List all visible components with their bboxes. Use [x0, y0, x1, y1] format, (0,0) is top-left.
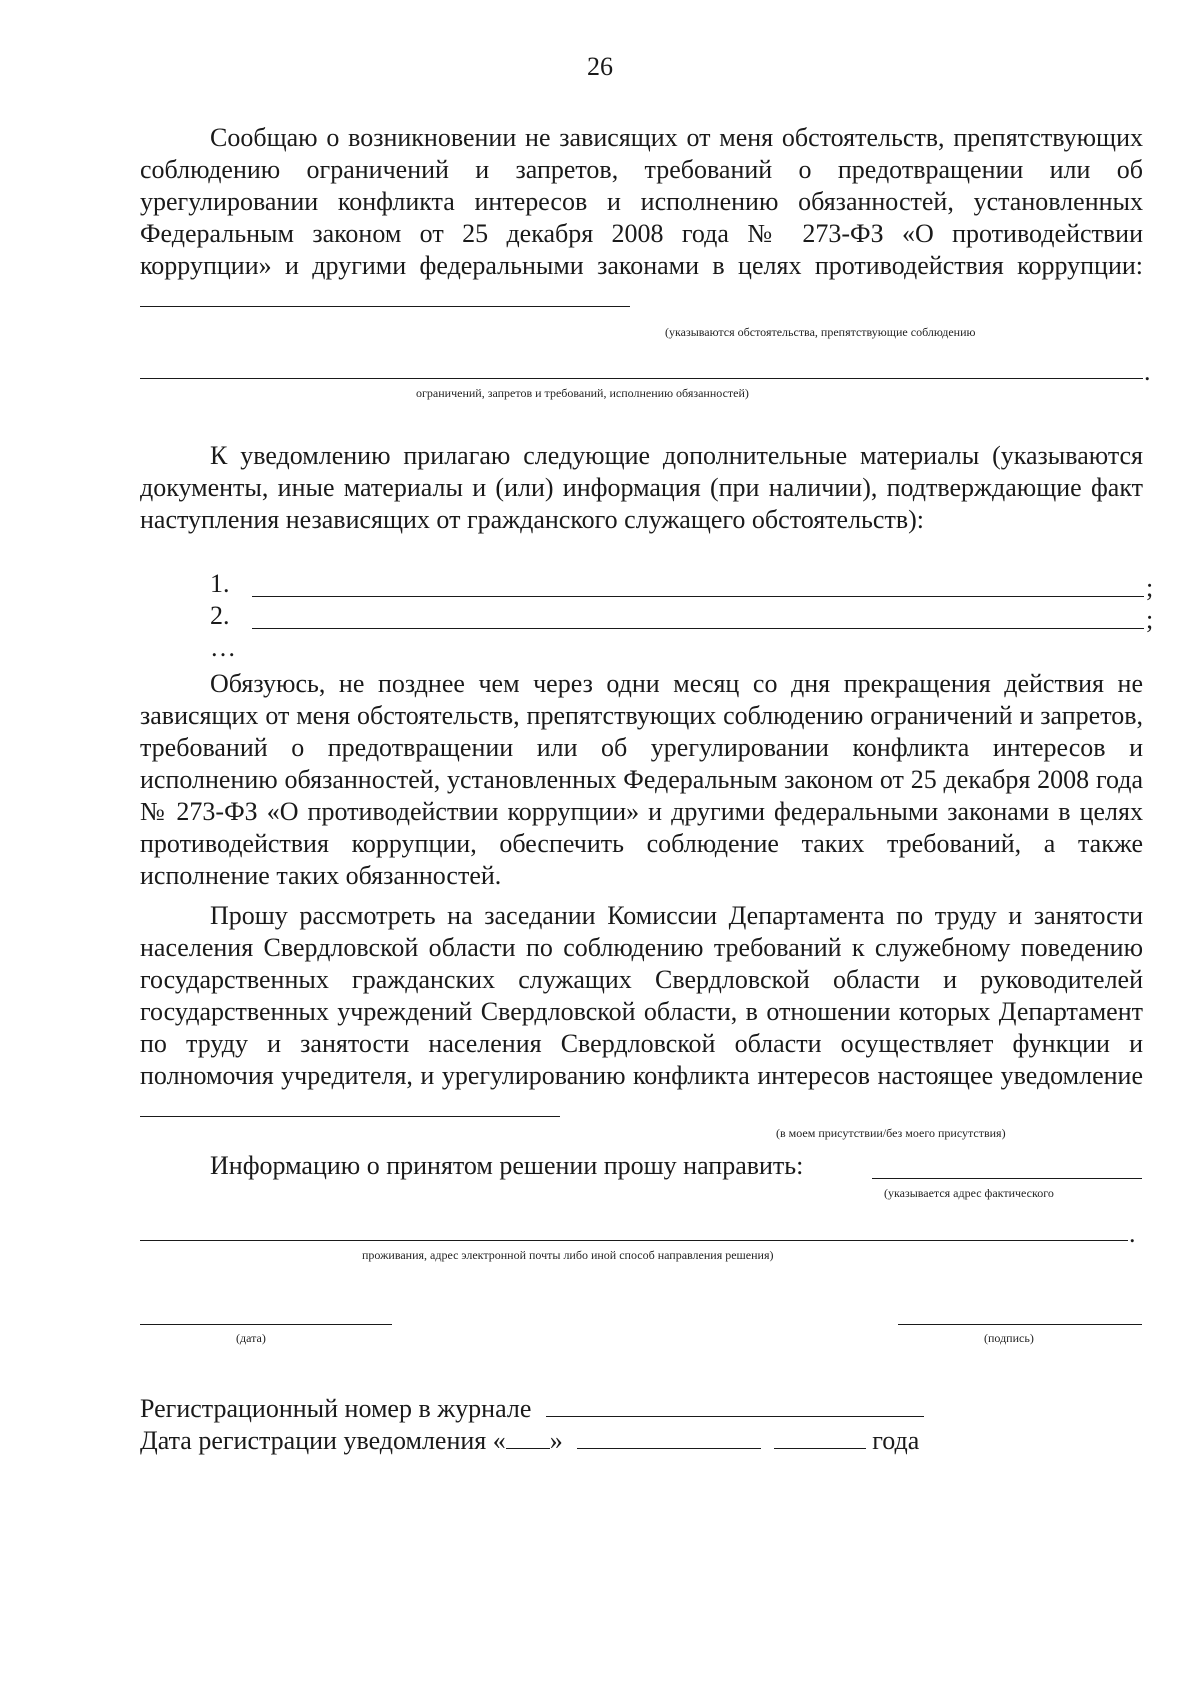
attachment-item-1	[210, 568, 230, 600]
attachment-item-1-line[interactable]	[252, 596, 1144, 597]
signature-fill-line[interactable]	[898, 1324, 1142, 1325]
paragraph-request-text: Прошу рассмотреть на заседании Комиссии Департамента по труду и занятости населения Свердловской области по соблюдению требований к служебному поведению государственных гражданских служащих Свердловской области и руководителей государственных учреждений Свердловской области, в отношении которых Департамент по труду и занятости населения Свердловской области осуществляет функции и полномочия учредителя, и урегулированию конфликта интересов настоящее уведомление	[140, 901, 1143, 1090]
registration-year-word: года	[872, 1426, 920, 1455]
paragraph-circumstances	[140, 122, 1143, 315]
decision-delivery-hint-1: (указывается адрес фактического	[884, 1186, 1054, 1200]
attachment-item-2-semicolon: ;	[1146, 605, 1154, 634]
decision-delivery-fill-line-2[interactable]	[140, 1240, 1128, 1241]
date-fill-line[interactable]	[140, 1324, 392, 1325]
decision-delivery-row	[210, 1150, 803, 1182]
presence-hint: (в моем присутствии/без моего присутствия)	[776, 1126, 1006, 1140]
circumstances-period: .	[1144, 357, 1151, 386]
paragraph-circumstances-text: Сообщаю о возникновении не зависящих от меня обстоятельств, препятствующих соблюдению ограничений и запретов, требований о предотвращении или об урегулировании конфликта интересов и исполнению обязанностей, установленных Федеральным законом от 25 декабря 2008 года № 273-ФЗ «О противодействии коррупции» и другими федеральными законами в целях противодействия коррупции:	[140, 123, 1143, 280]
circumstances-fill-line-2[interactable]	[140, 378, 1143, 379]
circumstances-fill-line-1[interactable]	[140, 282, 630, 307]
circumstances-hint-1: (указываются обстоятельства, препятствующие соблюдению	[665, 325, 976, 339]
registration-date-label: Дата регистрации уведомления «	[140, 1426, 506, 1455]
attachment-item-1-semicolon: ;	[1146, 573, 1154, 602]
paragraph-attachments: К уведомлению прилагаю следующие дополнительные материалы (указываются документы, иные материалы и (или) информация (при наличии), подтверждающие факт наступления независящих от гражданского служащего обстоятельств):	[140, 441, 1143, 534]
attachment-item-1-number: 1.	[210, 569, 230, 598]
attachment-item-2-line[interactable]	[252, 628, 1144, 629]
decision-delivery-label: Информацию о принятом решении прошу направить:	[210, 1151, 804, 1180]
registration-number-row	[140, 1392, 924, 1425]
registration-day-fill-line[interactable]	[506, 1424, 550, 1449]
registration-date-close-quote: »	[549, 1426, 563, 1455]
decision-delivery-period: .	[1129, 1219, 1136, 1248]
decision-delivery-hint-2: проживания, адрес электронной почты либо иной способ направления решения)	[362, 1248, 774, 1262]
paragraph-request	[140, 900, 1143, 1125]
attachment-item-2-number: 2.	[210, 601, 230, 630]
registration-number-fill-line[interactable]	[546, 1392, 924, 1417]
registration-number-label: Регистрационный номер в журнале	[140, 1394, 532, 1423]
registration-date-row	[140, 1424, 919, 1457]
date-label: (дата)	[236, 1331, 266, 1345]
paragraph-obligation: Обязуюсь, не позднее чем через одни месяц со дня прекращения действия не зависящих от меня обстоятельств, препятствующих соблюдению ограничений и запретов, требований о предотвращении или об урегулировании конфликта интересов и исполнению обязанностей, установленных Федеральным законом от 25 декабря 2008 года № 273-ФЗ «О противодействии коррупции» и другими федеральными законами в целях противодействия коррупции, обеспечить соблюдение таких требований, а также исполнение таких обязанностей.	[140, 669, 1143, 890]
circumstances-hint-2: ограничений, запретов и требований, исполнению обязанностей)	[416, 386, 749, 400]
attachment-item-2	[210, 600, 230, 632]
presence-fill-line[interactable]	[140, 1092, 560, 1117]
decision-delivery-fill-line-1[interactable]	[872, 1178, 1142, 1179]
registration-year-fill-line[interactable]	[774, 1424, 866, 1449]
page-number: 26	[587, 52, 613, 81]
signature-label: (подпись)	[984, 1331, 1034, 1345]
attachment-ellipsis: …	[210, 633, 236, 662]
registration-month-fill-line[interactable]	[577, 1424, 761, 1449]
